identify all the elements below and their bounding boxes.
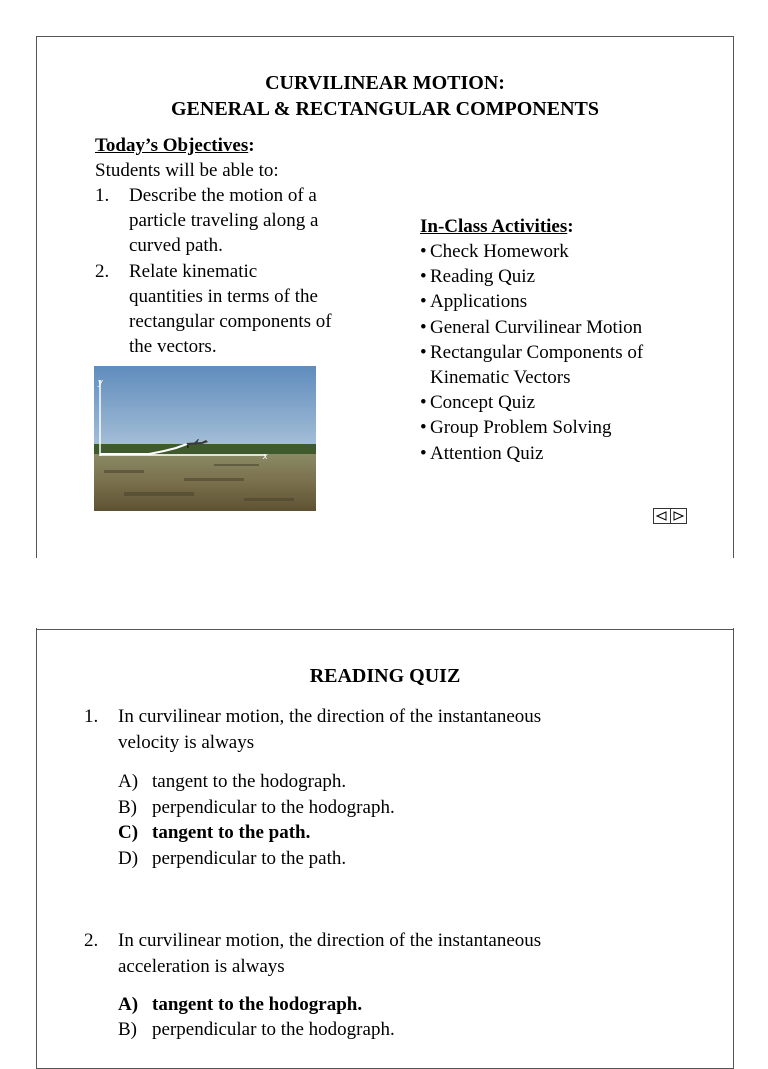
list-item: • General Curvilinear Motion <box>420 316 643 338</box>
activities-heading-text: In-Class Activities <box>420 216 568 237</box>
slide-nav-buttons <box>653 508 687 524</box>
objective-number-2: 2. <box>95 261 110 282</box>
slide-curvilinear-motion <box>36 36 734 636</box>
question-1-option-c-answer: C) tangent to the path. <box>118 822 311 843</box>
objective-1-line-3: curved path. <box>129 235 223 256</box>
objective-number-1: 1. <box>95 185 110 206</box>
slide-title-line-2: GENERAL & RECTANGULAR COMPONENTS <box>171 98 599 120</box>
objective-2-line-4: the vectors. <box>129 336 217 357</box>
slide-title-line-1: CURVILINEAR MOTION: <box>265 72 505 94</box>
objective-2-line-3: rectangular components of <box>129 311 332 332</box>
slide-reading-quiz <box>36 629 734 1069</box>
list-item: • Concept Quiz <box>420 392 536 414</box>
question-1-option-d: D) perpendicular to the path. <box>118 848 347 869</box>
list-item: • Reading Quiz <box>420 266 536 288</box>
objectives-heading-text: Today’s Objectives <box>95 135 249 156</box>
photo-x-axis-label: x <box>263 451 268 461</box>
triangle-left-icon <box>656 511 667 521</box>
activities-heading-colon: : <box>567 216 574 237</box>
next-slide-button[interactable] <box>670 509 687 523</box>
list-item: • Rectangular Components of <box>420 341 644 363</box>
question-1-option-a: A) tangent to the hodograph. <box>118 771 347 792</box>
list-item: • Applications <box>420 291 528 313</box>
activities-list <box>420 239 643 466</box>
question-2-line-2: acceleration is always <box>118 956 285 977</box>
airplane-field-photo <box>94 366 316 511</box>
objectives-heading <box>95 133 255 158</box>
triangle-right-icon <box>673 511 684 521</box>
objectives-heading-colon: : <box>248 135 255 156</box>
list-item: • Check Homework <box>420 241 569 262</box>
activities-heading <box>420 214 574 239</box>
list-item-continuation: Kinematic Vectors <box>430 367 571 389</box>
page-gap <box>0 558 768 628</box>
question-2-line-1: In curvilinear motion, the direction of the instantaneous <box>118 930 542 951</box>
objective-2-line-1: Relate kinematic <box>129 261 258 282</box>
prev-slide-button[interactable] <box>654 509 670 523</box>
question-1-number: 1. <box>84 706 99 727</box>
objective-2-line-2: quantities in terms of the <box>129 286 318 307</box>
slide-title: READING QUIZ <box>309 665 461 687</box>
list-item: • Group Problem Solving <box>420 417 612 439</box>
list-item: • Attention Quiz <box>420 442 544 464</box>
question-2-number: 2. <box>84 930 99 951</box>
objective-1-line-2: particle traveling along a <box>129 210 319 231</box>
question-2-option-b: B) perpendicular to the hodograph. <box>118 1019 395 1040</box>
objectives-intro: Students will be able to: <box>95 160 279 181</box>
photo-y-axis-label: y <box>98 377 103 387</box>
objective-1-line-1: Describe the motion of a <box>129 185 317 206</box>
airplane-photo-svg <box>94 366 316 511</box>
question-1-option-b: B) perpendicular to the hodograph. <box>118 797 395 818</box>
question-2-option-a-answer: A) tangent to the hodograph. <box>118 994 363 1015</box>
question-1-line-1: In curvilinear motion, the direction of the instantaneous <box>118 706 542 727</box>
question-1-line-2: velocity is always <box>118 732 255 753</box>
